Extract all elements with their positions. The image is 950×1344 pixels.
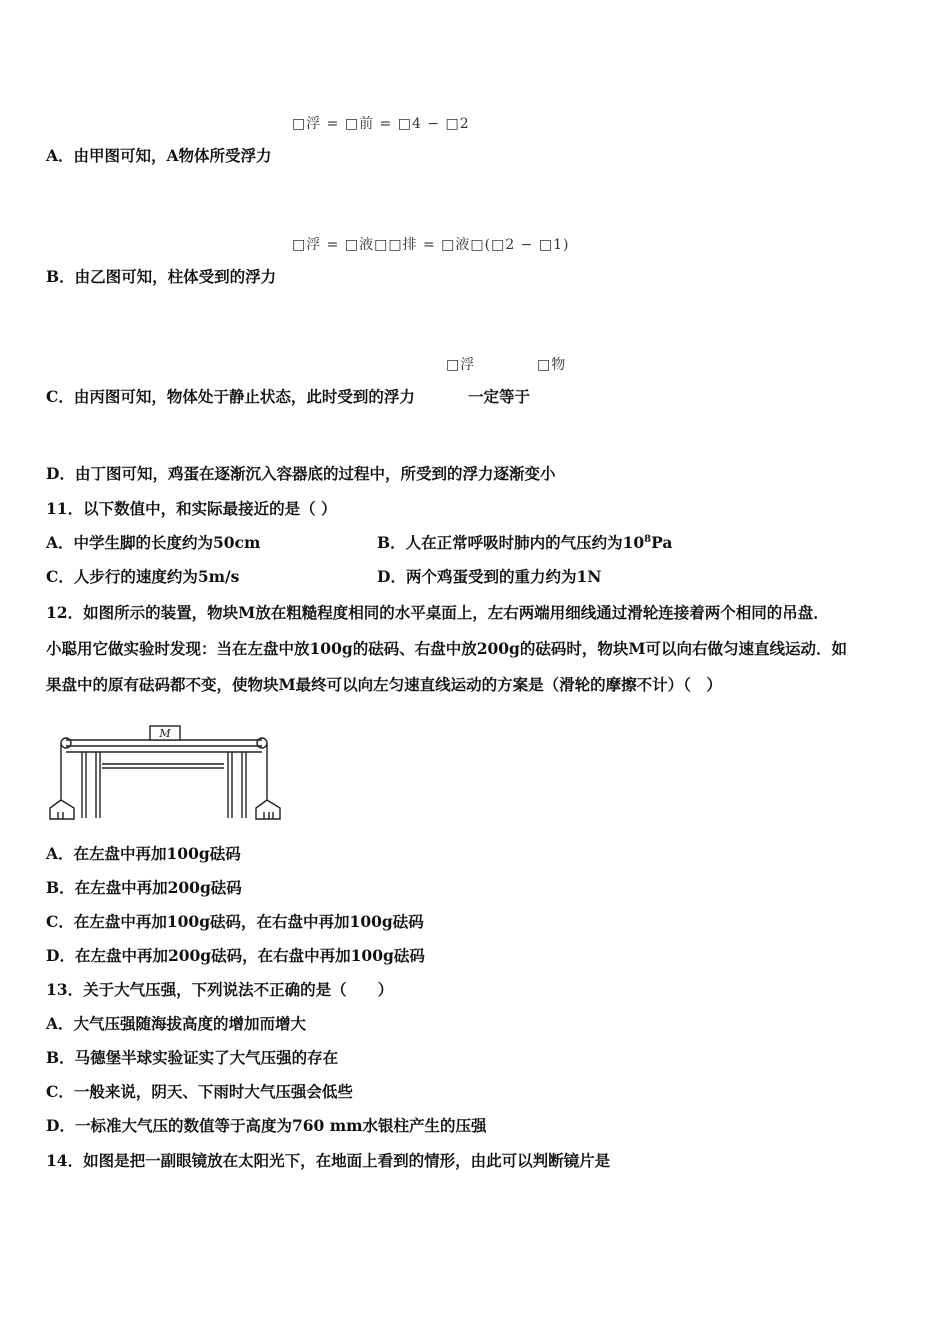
q12-option-d: D．在左盘中再加200g砝码，在右盘中再加100g砝码	[46, 946, 425, 965]
q12-stem-line-3: 果盘中的原有砝码都不变，使物块M最终可以向左匀速直线运动的方案是（滑轮的摩擦不计）（ ）	[46, 675, 722, 694]
q11-option-b	[377, 533, 672, 553]
q13-option-a: A．大气压强随海拔高度的增加而增大	[46, 1014, 307, 1033]
q13-stem: 13．关于大气压强，下列说法不正确的是（ ）	[46, 980, 394, 999]
block-m-label: M	[159, 727, 171, 740]
q13-option-d: D．一标准大气压的数值等于高度为760 mm水银柱产生的压强	[46, 1116, 487, 1135]
q14-stem: 14．如图是把一副眼镜放在太阳光下，在地面上看到的情形，由此可以判断镜片是	[46, 1151, 611, 1170]
formula-b: □浮 = □液□□排 = □液□(□2 − □1)	[292, 237, 570, 253]
q12-stem-line-2: 小聪用它做实验时发现：当在左盘中放100g的砝码、右盘中放200g的砝码时，物块M可以向右做匀速直线运动．如	[46, 639, 848, 658]
q10-option-c: C．由丙图可知，物体处于静止状态，此时受到的浮力	[46, 387, 415, 406]
q10-option-d: D．由丁图可知，鸡蛋在逐渐沉入容器底的过程中，所受到的浮力逐渐变小	[46, 464, 556, 483]
formula-c-left: □浮	[446, 357, 476, 373]
q11-option-b-unit: Pa	[651, 533, 673, 552]
formula-c-right: □物	[537, 357, 567, 373]
q11-stem: 11．以下数值中，和实际最接近的是（ ）	[46, 499, 337, 518]
q13-option-c: C．一般来说，阴天、下雨时大气压强会低些	[46, 1082, 353, 1101]
q12-stem-line-1: 12．如图所示的装置，物块M放在粗糙程度相同的水平桌面上，左右两端用细线通过滑轮连接着两个相同的吊盘．	[46, 603, 829, 622]
q12-option-c: C．在左盘中再加100g砝码，在右盘中再加100g砝码	[46, 912, 424, 931]
q12-option-b: B．在左盘中再加200g砝码	[46, 878, 242, 897]
formula-a: □浮 = □前 = □4 − □2	[292, 116, 470, 132]
q11-option-d: D．两个鸡蛋受到的重力约为1N	[377, 567, 602, 586]
q10-option-c-tail: 一定等于	[468, 387, 531, 406]
q11-option-b-exponent: 8	[644, 533, 652, 545]
q11-option-a: A．中学生脚的长度约为50cm	[46, 533, 261, 552]
q10-option-a: A．由甲图可知，A物体所受浮力	[46, 146, 272, 165]
q11-option-b-text: B．人在正常呼吸时肺内的气压约为10	[377, 533, 645, 552]
q10-option-b: B．由乙图可知，柱体受到的浮力	[46, 267, 277, 286]
q12-pulley-diagram	[44, 722, 284, 822]
q12-option-a: A．在左盘中再加100g砝码	[46, 844, 241, 863]
q13-option-b: B．马德堡半球实验证实了大气压强的存在	[46, 1048, 339, 1067]
q11-option-c: C．人步行的速度约为5m/s	[46, 567, 240, 586]
